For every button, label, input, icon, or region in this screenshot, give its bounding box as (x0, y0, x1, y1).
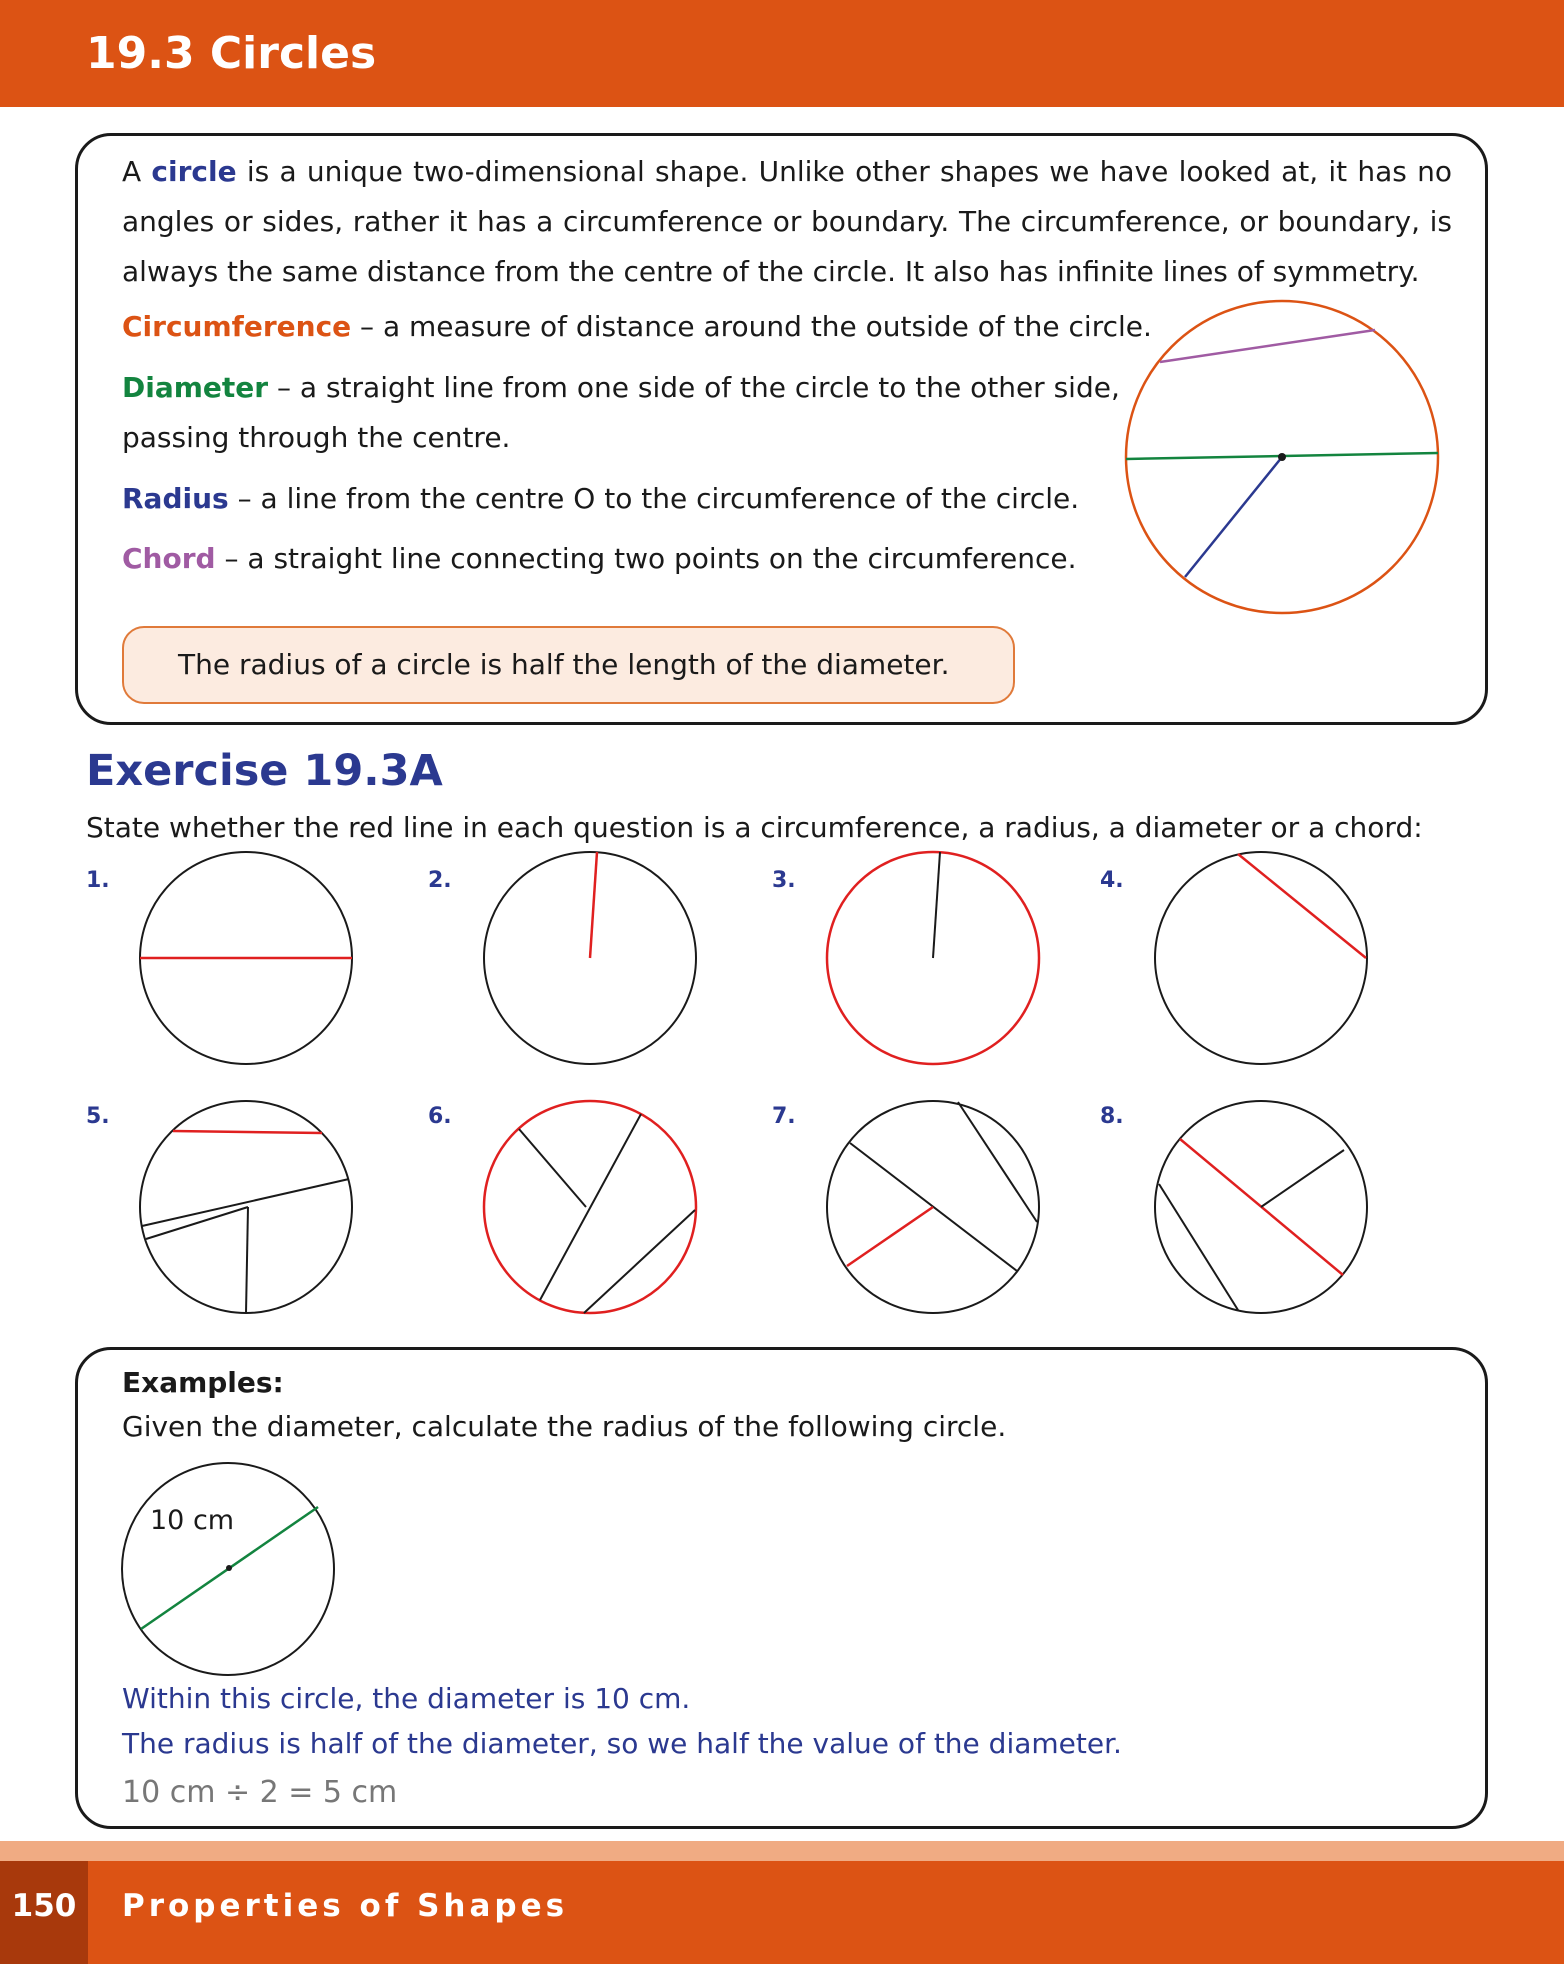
page-number: 150 (11, 1888, 77, 1924)
definition-radius-text: – a line from the centre O to the circumference of the circle. (228, 482, 1080, 515)
page-header (0, 0, 1564, 107)
q3-line (933, 852, 940, 958)
example-circle-diagram (121, 1462, 337, 1678)
circle-keyword: circle (151, 155, 237, 188)
definition-radius (122, 474, 1079, 524)
examples-label: Examples: (122, 1366, 284, 1399)
circle-parts-diagram (1124, 300, 1444, 620)
diameter-label: 10 cm (150, 1505, 235, 1536)
q4-circle (1155, 852, 1367, 1064)
intro-text: is a unique two-dimensional shape. Unlike other shapes we have looked at, it has no angles or sides, rather it has a circumference or boundary. The circumference, or boundary, is always the same distance from the centre of the circle. It also has infinite lines of symmetry. (122, 155, 1452, 288)
question-number-8: 8. (1100, 1104, 1124, 1129)
question-number-6: 6. (428, 1104, 452, 1129)
example-line-1: Within this circle, the diameter is 10 cm. (122, 1682, 691, 1715)
question-number-7: 7. (772, 1104, 796, 1129)
footer-stripe (0, 1841, 1564, 1861)
question-number-4: 4. (1100, 868, 1124, 893)
q8-line-b (1159, 1184, 1238, 1310)
term-chord: Chord (122, 542, 216, 575)
definition-diameter (122, 363, 1122, 463)
term-diameter: Diameter (122, 371, 269, 404)
exercise-title: Exercise 19.3A (86, 746, 443, 796)
intro-paragraph (122, 147, 1452, 297)
page-title: 19.3 Circles (86, 28, 377, 79)
question-7-diagram (826, 1100, 1042, 1316)
question-6-diagram (483, 1100, 699, 1316)
intro-a: A (122, 155, 142, 188)
radius-line (1185, 457, 1282, 577)
q6-line-c (584, 1210, 695, 1313)
question-number-3: 3. (772, 868, 796, 893)
q5-chord (142, 1179, 349, 1226)
question-2-diagram (483, 851, 699, 1067)
q5-line-b (246, 1207, 248, 1313)
q7-line-b (850, 1143, 1017, 1271)
example-calculation: 10 cm ÷ 2 = 5 cm (122, 1775, 398, 1810)
q4-red-line (1238, 854, 1366, 958)
definition-chord-text: – a straight line connecting two points on the circumference. (215, 542, 1077, 575)
q8-line-a (1261, 1150, 1344, 1207)
exercise-instruction: State whether the red line in each question is a circumference, a radius, a diameter or a chord: (86, 811, 1423, 844)
question-number-2: 2. (428, 868, 452, 893)
q5-line-a (146, 1207, 248, 1239)
footer-section-title: Properties of Shapes (122, 1888, 569, 1924)
q6-line-b (540, 1114, 641, 1300)
question-8-diagram (1154, 1100, 1370, 1316)
term-circumference: Circumference (122, 310, 352, 343)
radius-note: The radius of a circle is half the length of the diameter. (122, 626, 1015, 704)
q7-line-a (958, 1102, 1037, 1222)
question-1-diagram (139, 851, 355, 1067)
definition-circumference-text: – a measure of distance around the outside of the circle. (351, 310, 1152, 343)
question-4-diagram (1154, 851, 1370, 1067)
definition-chord (122, 534, 1077, 584)
question-3-diagram (826, 851, 1042, 1067)
example-line-2: The radius is half of the diameter, so we half the value of the diameter. (122, 1727, 1122, 1760)
examples-question: Given the diameter, calculate the radius of the following circle. (122, 1410, 1007, 1443)
question-number-1: 1. (86, 868, 110, 893)
question-number-5: 5. (86, 1104, 110, 1129)
term-radius: Radius (122, 482, 229, 515)
centre-dot (1278, 453, 1286, 461)
q7-red-line (847, 1207, 933, 1266)
q5-red-line (173, 1131, 322, 1133)
question-5-diagram (139, 1100, 355, 1316)
definition-circumference (122, 302, 1152, 352)
chord-line (1160, 330, 1375, 362)
q6-line-a (519, 1129, 586, 1207)
definition-diameter-text: – a straight line from one side of the circle to the other side, passing through the centre. (122, 371, 1120, 454)
q2-red-line (590, 852, 597, 958)
example-centre-dot (226, 1565, 232, 1571)
